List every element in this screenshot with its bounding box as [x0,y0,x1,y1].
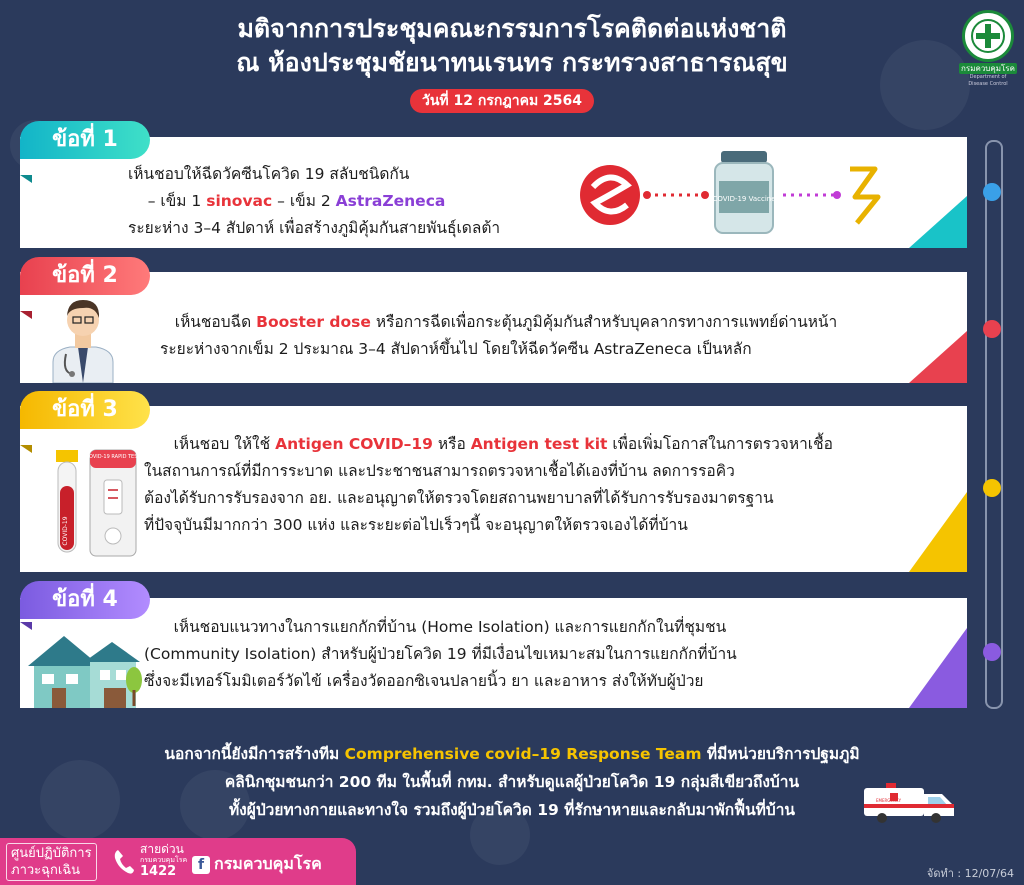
ambulance-icon [862,780,956,824]
item3-line1: เห็นชอบ ให้ใช้ Antigen COVID–19 หรือ Antigen test kit เพื่อเพิ่มโอกาสในการตรวจหาเชื้อ [173,435,833,453]
timeline-dot [983,643,1001,661]
ddc-emblem-icon [962,10,1014,62]
timeline-dot [983,479,1001,497]
logo-label: กรมควบคุมโรค [959,63,1017,74]
date-badge: วันที่ 12 กรกฎาคม 2564 [410,89,594,113]
item4-line1: เห็นชอบแนวทางในการแยกกักที่บ้าน (Home Isolation) และการแยกกักในที่ชุมชน [173,618,727,636]
item-badge-4: ข้อที่ 4 [20,581,150,619]
item-badge-3: ข้อที่ 3 [20,391,150,429]
ambulance-label: EMERGENCY [876,798,902,803]
item1-line1: เห็นชอบให้ฉีดวัคซีนโควิด 19 สลับชนิดกัน [128,165,410,183]
page-title-line2: ณ ห้องประชุมชัยนาทนเรนทร กระทรวงสาธารณสุข [236,48,788,77]
facebook-page-name: กรมควบคุมโรค [214,854,322,873]
footer-line1: นอกจากนี้ยังมีการสร้างทีม Comprehensive covid–19 Response Team ที่มีหน่วยบริการปฐมภูมิ [164,745,860,763]
item1-line3: ระยะห่าง 3–4 สัปดาห์ เพื่อสร้างภูมิคุ้มกันสายพันธุ์เดลต้า [128,219,501,237]
facebook-link[interactable] [192,852,322,877]
hotline-number: 1422 [140,864,177,879]
timeline-track [985,140,1003,709]
item3-line3: ต้องได้รับการรับรองจาก อย. และอนุญาตให้ตรวจโดยสถานพยาบาลที่ได้รับการรับรองมาตรฐาน [144,489,774,507]
badge-fold [20,622,32,630]
phone-icon [112,848,136,876]
item2-line2: ระยะห่างจากเข็ม 2 ประมาณ 3–4 สัปดาห์ขึ้นไป โดยให้ฉีดวัคซีน AstraZeneca เป็นหลัก [160,340,752,358]
response-team-label: Comprehensive covid–19 Response Team [344,745,702,763]
resolution-card-1 [20,137,967,248]
badge-fold [20,311,32,319]
antigen-test-illustration [50,446,140,561]
hotline-label: สายด่วน [140,842,184,856]
item2-line1: เห็นชอบฉีด Booster dose หรือการฉีดเพื่อกระตุ้นภูมิคุ้มกันสำหรับบุคลากรทางการแพทย์ด่านหน้า [174,313,838,331]
resolution-card-4 [20,598,967,708]
sinovac-label: sinovac [206,192,273,210]
emergency-center-label: ศูนย์ปฏิบัติการ ภาวะฉุกเฉิน [6,843,97,881]
antigen-covid19-label: Antigen COVID–19 [275,435,433,453]
kit-label: COVID-19 RAPID TEST [85,454,140,460]
card-corner-decoration [909,628,967,708]
badge-fold [20,175,32,183]
doctor-illustration [48,292,118,383]
item4-line3: ซึ่งจะมีเทอร์โมมิเตอร์วัดไข้ เครื่องวัดออกซิเจนปลายนิ้ว ยา และอาหาร ส่งให้ทับผู้ป่วย [144,672,704,690]
timeline-dot [983,320,1001,338]
booster-dose-label: Booster dose [256,313,371,331]
card-corner-decoration [909,196,967,248]
card-corner-decoration [909,492,967,572]
vaccine-mix-illustration [575,147,885,237]
contact-bar [0,838,356,885]
page-title-line1: มติจากการประชุมคณะกรรมการโรคติดต่อแห่งชาติ [237,14,787,43]
resolution-card-3 [20,406,967,572]
astrazeneca-label: AstraZeneca [335,192,446,210]
hotline-block [140,842,187,879]
item3-line2: ในสถานการณ์ที่มีการระบาด และประชาชนสามารถตรวจหาเชื้อได้เองที่บ้าน ลดการรอคิว [144,462,735,480]
footer-line3: ทั้งผู้ป่วยทางกายและทางใจ รวมถึงผู้ป่วยโควิด 19 ที่รักษาหายและกลับมาพักฟื้นที่บ้าน [228,801,796,819]
item-badge-1: ข้อที่ 1 [20,121,150,159]
item-badge-2: ข้อที่ 2 [20,257,150,295]
made-date: จัดทำ : 12/07/64 [926,867,1014,880]
antigen-test-kit-label: Antigen test kit [470,435,608,453]
tree-icon [124,666,144,706]
tube-label: COVID-19 [62,516,69,546]
card-corner-decoration [909,331,967,383]
logo-subtitle: Department of Disease Control [968,74,1008,87]
vial-label: COVID-19 Vaccine [712,195,776,203]
hotline-sub: กรมควบคุมโรค [140,856,188,864]
ddc-logo [960,10,1016,87]
item4-line2: (Community Isolation) สำหรับผู้ป่วยโควิด 19 ที่มีเงื่อนไขเหมาะสมในการแยกกักที่บ้าน [144,645,737,663]
item3-line4: ที่ปัจจุบันมีมากกว่า 300 แห่ง และระยะต่อไปเร็วๆนี้ จะอนุญาตให้ตรวจเองได้ที่บ้าน [144,516,688,534]
badge-fold [20,445,32,453]
timeline-dot [983,183,1001,201]
facebook-icon: f [192,856,210,874]
item1-line2: – เข็ม 1 sinovac – เข็ม 2 AstraZeneca [147,192,446,210]
footer-line2: คลินิกชุมชนกว่า 200 ทีม ในพื้นที่ กทม. สำหรับดูแลผู้ป่วยโควิด 19 กลุ่มสีเขียวถึงบ้าน [224,773,800,791]
resolution-card-2 [20,272,967,383]
